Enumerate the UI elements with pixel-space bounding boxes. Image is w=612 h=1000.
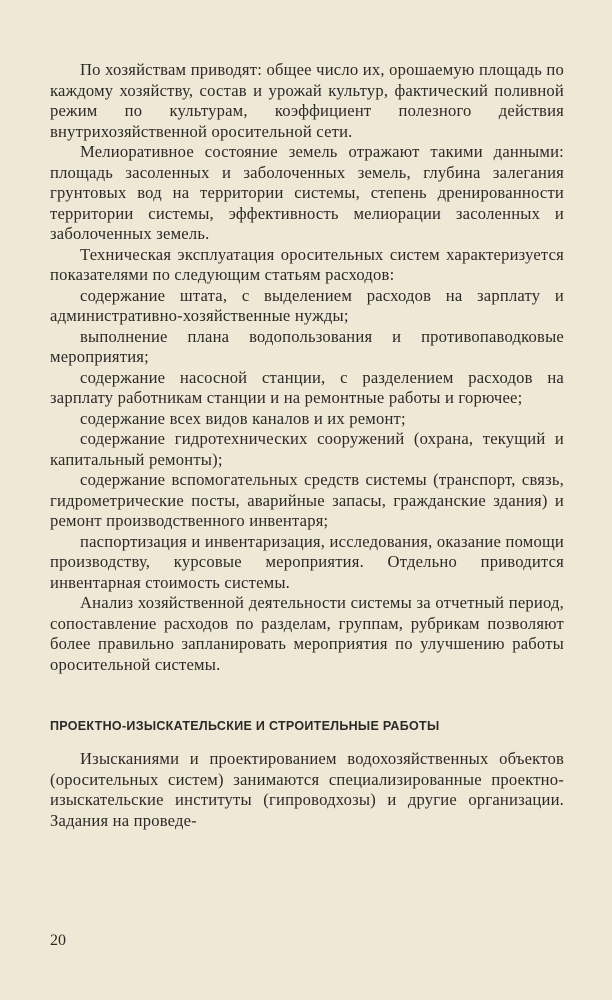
page-content bbox=[50, 60, 564, 831]
paragraph: Анализ хозяйственной деятельности системы за отчетный период, сопоставление расходов по разделам, группам, рубрикам позволяют более правильно запланировать мероприятия по улучшению работы оросительной системы. bbox=[50, 593, 564, 674]
paragraph: По хозяйствам приводят: общее число их, орошаемую площадь по каждому хозяйству, состав и урожай культур, фактический поливной режим по культурам, коэффициент полезного действия внутрихозяйственной оросительной сети. bbox=[50, 60, 564, 141]
page-number: 20 bbox=[50, 932, 66, 949]
paragraph: Мелиоративное состояние земель отражают такими данными: площадь засоленных и заболоченных земель, глубина залегания грунтовых вод на территории системы, степень дренированности территории системы, эффективность мелиорации засоленных и заболоченных земель. bbox=[50, 142, 564, 243]
list-item-paragraph: содержание всех видов каналов и их ремонт; bbox=[80, 408, 406, 428]
list-item-paragraph: паспортизация и инвентаризация, исследования, оказание помощи производству, курсовые мероприятия. Отдельно приводится инвентарная стоимость системы. bbox=[50, 531, 564, 592]
list-item-paragraph: содержание гидротехнических сооружений (охрана, текущий и капитальный ремонты); bbox=[50, 429, 564, 469]
list-item-paragraph: содержание штата, с выделением расходов на зарплату и административно-хозяйственные нужды; bbox=[50, 285, 564, 325]
section-heading: ПРОЕКТНО-ИЗЫСКАТЕЛЬСКИЕ И СТРОИТЕЛЬНЫЕ РАБОТЫ bbox=[50, 719, 440, 733]
list-item-paragraph: содержание вспомогательных средств системы (транспорт, связь, гидрометрические посты, аварийные запасы, гражданские здания) и ремонт производственного инвентаря; bbox=[50, 470, 564, 530]
list-item-paragraph: содержание насосной станции, с разделением расходов на зарплату работникам станции и на ремонтные работы и горючее; bbox=[50, 367, 564, 407]
list-item-paragraph: выполнение плана водопользования и противопаводковые мероприятия; bbox=[50, 326, 564, 366]
paragraph: Техническая эксплуатация оросительных систем характеризуется показателями по следующим статьям расходов: bbox=[50, 244, 564, 284]
paragraph: Изысканиями и проектированием водохозяйственных объектов (оросительных систем) занимаются специализированные проектно-изыскательские институты (гипроводхозы) и другие организации. Задания на проведе- bbox=[50, 749, 564, 830]
